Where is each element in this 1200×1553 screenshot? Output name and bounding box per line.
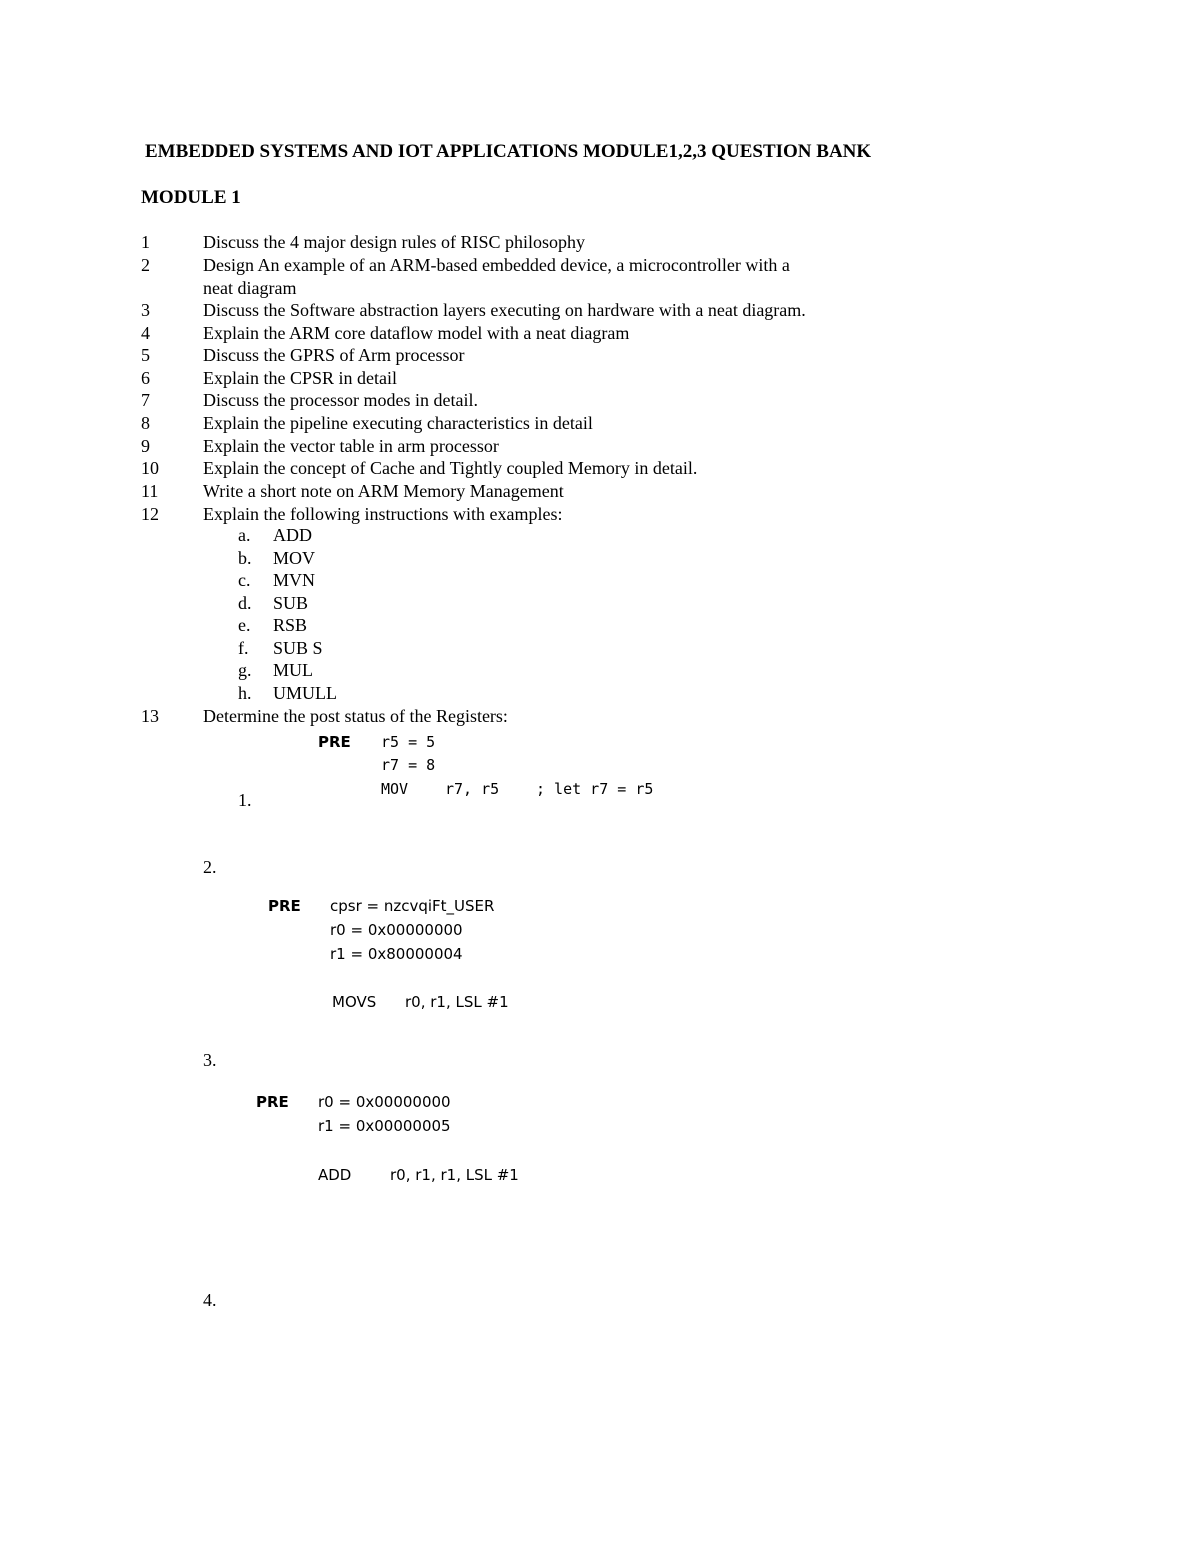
- list-item: UMULL: [273, 683, 337, 703]
- question-number: 10: [141, 458, 159, 478]
- question-number: 3: [141, 300, 150, 320]
- list-item: MVN: [273, 570, 316, 590]
- code-line: r5 = 5: [381, 733, 436, 751]
- question-number: 11: [141, 481, 159, 501]
- question-text: Explain the pipeline executing characteristics in detail: [203, 413, 593, 433]
- code-op: MOV: [381, 780, 409, 798]
- question-text: Discuss the Software abstraction layers executing on hardware with a neat diagram.: [203, 300, 806, 320]
- list-item: ADD: [273, 525, 312, 545]
- question-text-continued: neat diagram: [203, 278, 297, 298]
- question-text: Discuss the GPRS of Arm processor: [203, 345, 465, 365]
- code-line: r1 = 0x80000004: [330, 945, 463, 963]
- list-item: RSB: [273, 615, 308, 635]
- question-text: Discuss the processor modes in detail.: [203, 390, 478, 410]
- question-text: Write a short note on ARM Memory Management: [203, 481, 564, 501]
- module-heading: MODULE 1: [141, 187, 241, 208]
- list-item: MUL: [273, 660, 313, 680]
- list-item-letter: a.: [238, 525, 251, 545]
- list-item-letter: b.: [238, 548, 252, 568]
- pre-label: PRE: [318, 733, 351, 751]
- code-line: r0 = 0x00000000: [330, 921, 463, 939]
- code-args: r7, r5: [445, 780, 500, 798]
- problem-number: 2.: [203, 857, 217, 877]
- question-text: Determine the post status of the Registers:: [203, 706, 508, 726]
- question-text: Explain the CPSR in detail: [203, 368, 397, 388]
- question-number: 12: [141, 504, 159, 524]
- question-number: 6: [141, 368, 150, 388]
- code-comment: ; let r7 = r5: [536, 780, 654, 798]
- problem-number: 4.: [203, 1290, 217, 1310]
- question-number: 9: [141, 436, 150, 456]
- question-number: 2: [141, 255, 150, 275]
- question-number: 5: [141, 345, 150, 365]
- question-number: 8: [141, 413, 150, 433]
- question-number: 13: [141, 706, 159, 726]
- problem-number: 1.: [238, 790, 252, 810]
- question-number: 7: [141, 390, 150, 410]
- list-item-letter: h.: [238, 683, 252, 703]
- code-op: ADD: [318, 1166, 352, 1184]
- list-item-letter: d.: [238, 593, 252, 613]
- question-number: 4: [141, 323, 150, 343]
- list-item-letter: g.: [238, 660, 252, 680]
- code-line: r1 = 0x00000005: [318, 1117, 451, 1135]
- question-text: Explain the ARM core dataflow model with a neat diagram: [203, 323, 630, 343]
- code-args: r0, r1, LSL #1: [405, 993, 509, 1011]
- code-line: cpsr = nzcvqiFt_USER: [330, 897, 495, 915]
- code-line: r7 = 8: [381, 756, 436, 774]
- pre-label: PRE: [268, 897, 301, 915]
- question-text: Design An example of an ARM-based embedded device, a microcontroller with a: [203, 255, 790, 275]
- list-item: SUB: [273, 593, 309, 613]
- question-number: 1: [141, 232, 150, 252]
- list-item-letter: c.: [238, 570, 251, 590]
- question-text: Explain the concept of Cache and Tightly coupled Memory in detail.: [203, 458, 698, 478]
- pre-label: PRE: [256, 1093, 289, 1111]
- code-args: r0, r1, r1, LSL #1: [390, 1166, 519, 1184]
- list-item-letter: f.: [238, 638, 249, 658]
- code-line: r0 = 0x00000000: [318, 1093, 451, 1111]
- question-text: Explain the vector table in arm processor: [203, 436, 499, 456]
- list-item: SUB S: [273, 638, 323, 658]
- problem-number: 3.: [203, 1050, 217, 1070]
- list-item: MOV: [273, 548, 316, 568]
- list-item-letter: e.: [238, 615, 251, 635]
- code-op: MOVS: [332, 993, 377, 1011]
- question-text: Discuss the 4 major design rules of RISC philosophy: [203, 232, 585, 252]
- document-title: EMBEDDED SYSTEMS AND IOT APPLICATIONS MODULE1,2,3 QUESTION BANK: [145, 141, 872, 162]
- question-text: Explain the following instructions with examples:: [203, 504, 563, 524]
